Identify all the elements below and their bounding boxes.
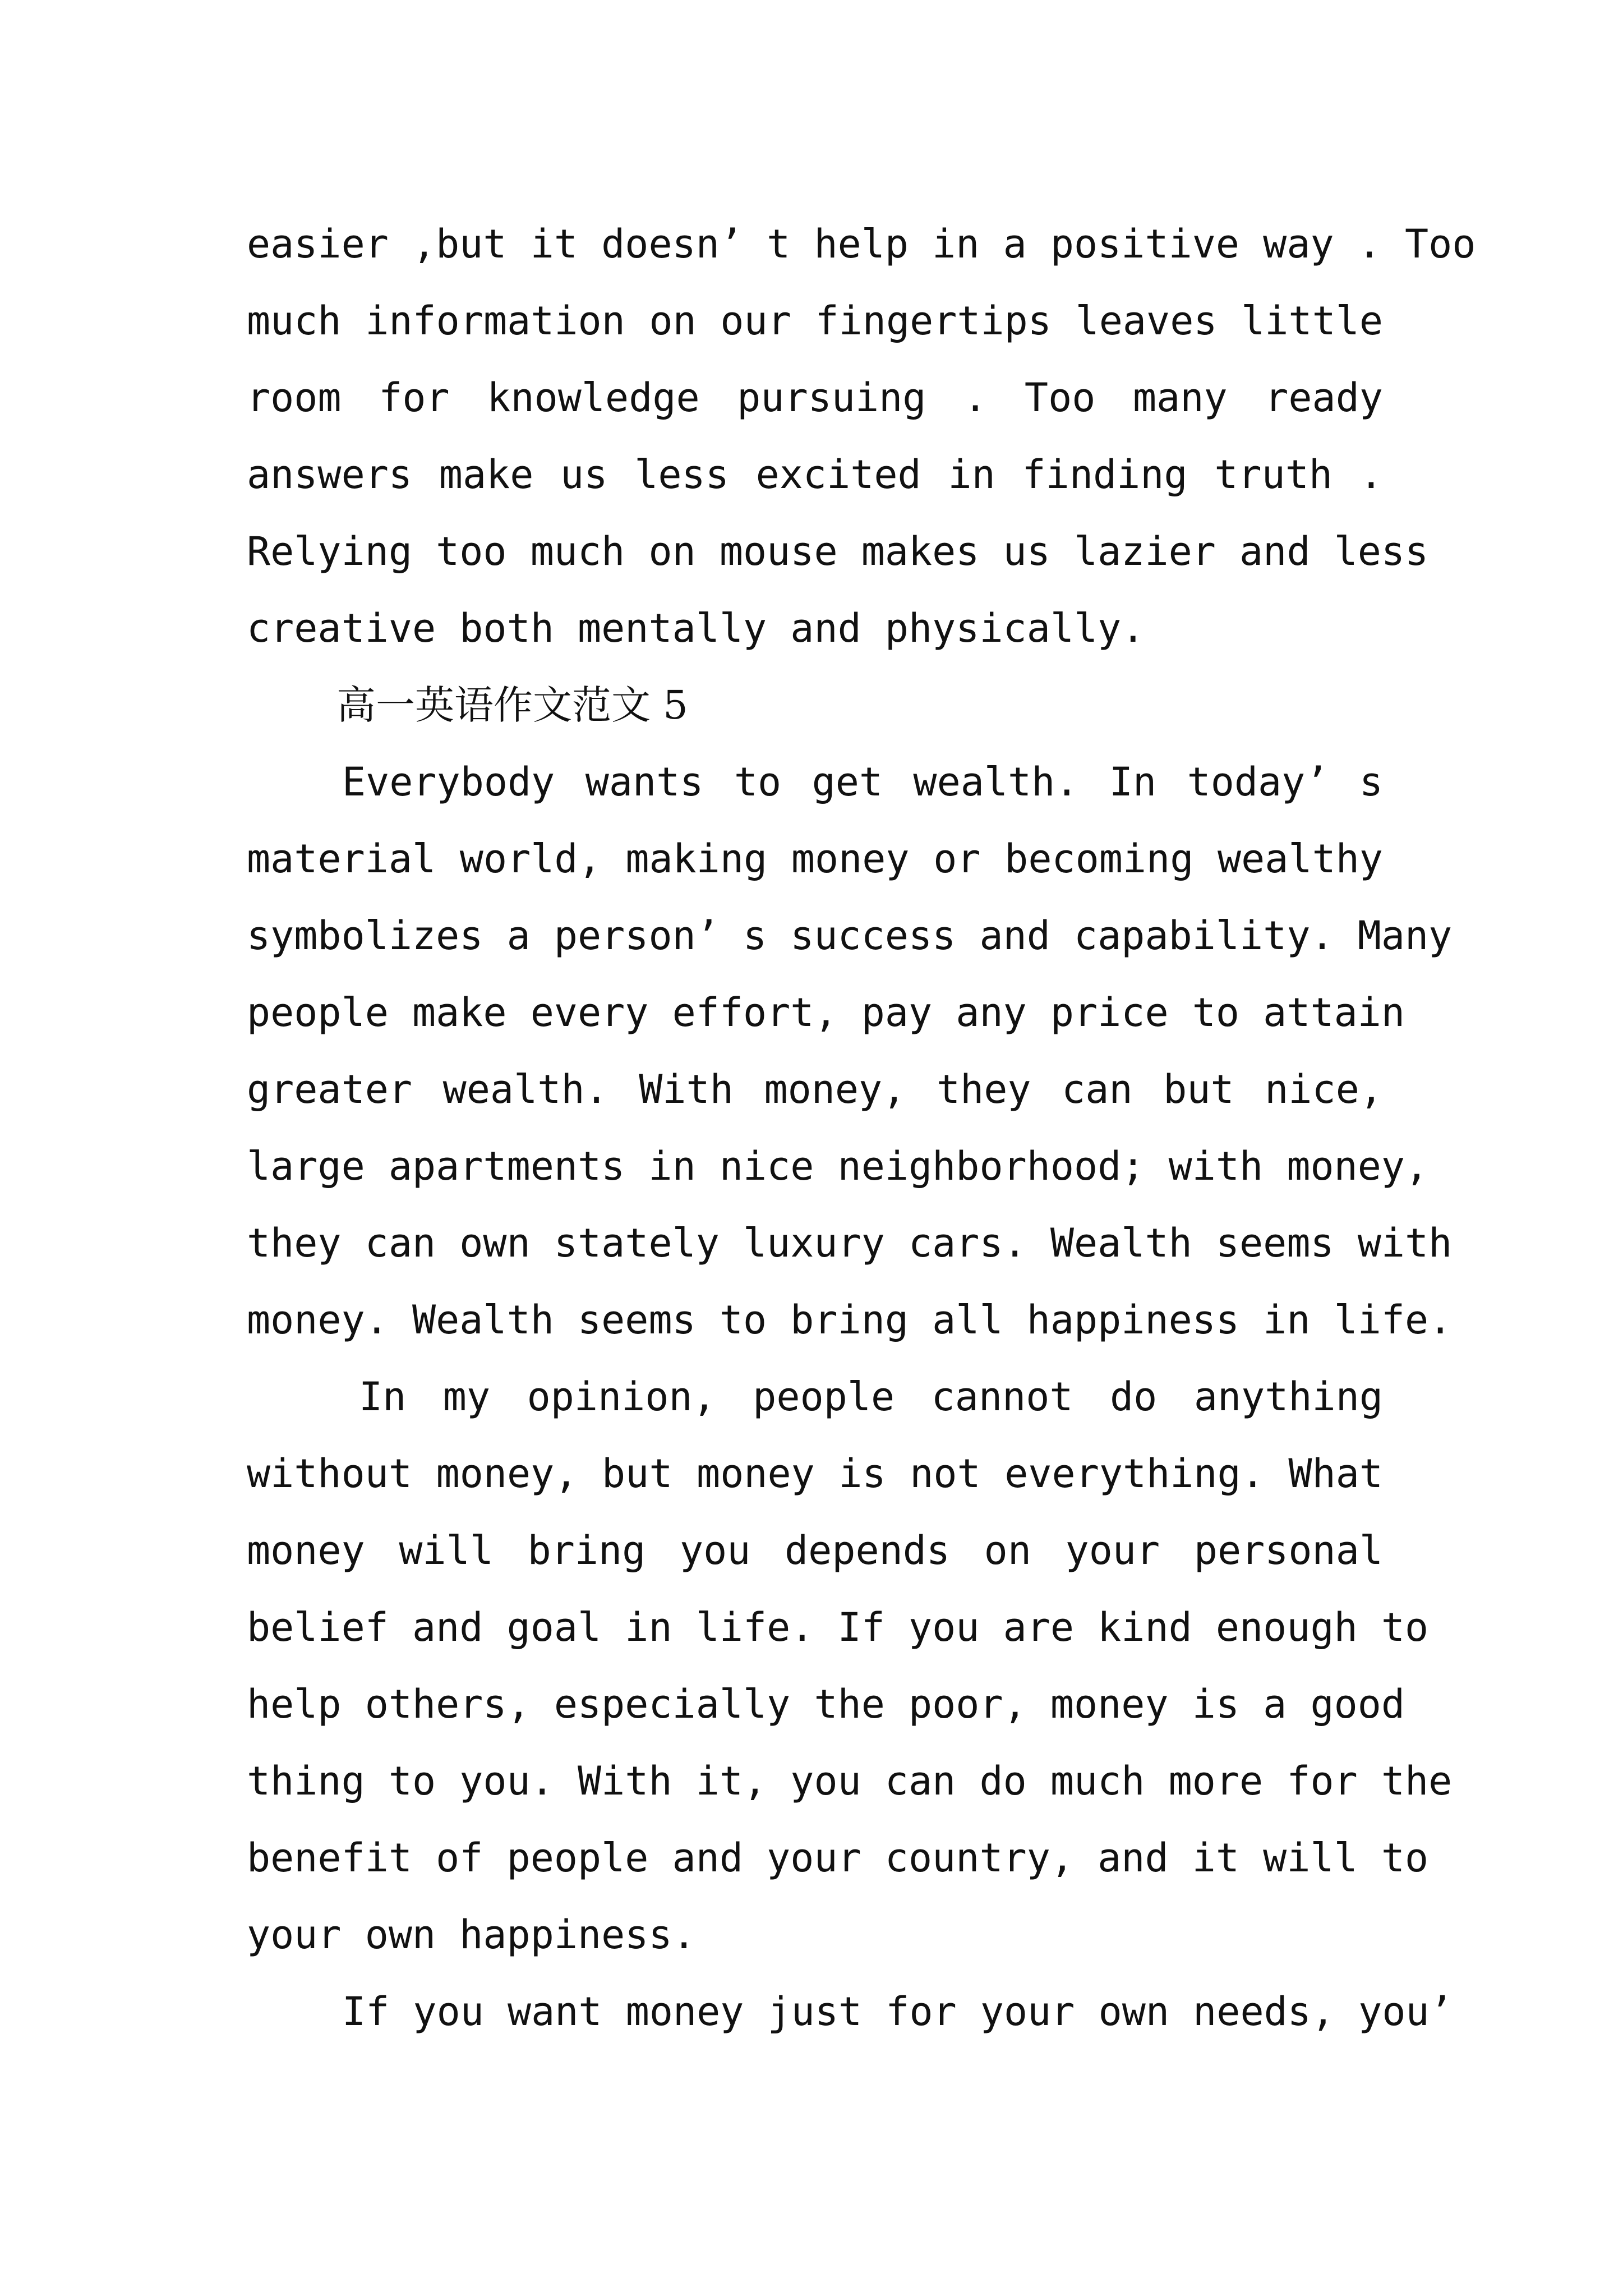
text-line: money. Wealth seems to bring all happiness in life. xyxy=(247,1297,1453,1343)
text-line: much information on our fingertips leaves little xyxy=(247,298,1383,344)
text-line: answers make us less excited in finding truth . xyxy=(247,452,1383,498)
text-line: If you want money just for your own needs, you’ xyxy=(342,1989,1453,2035)
text-line: money will bring you depends on your personal xyxy=(247,1527,1383,1573)
text-line: symbolizes a person’ s success and capability. Many xyxy=(247,913,1453,959)
text-line: greater wealth. With money, they can but nice, xyxy=(247,1066,1383,1112)
text-line: belief and goal in life. If you are kind enough to xyxy=(247,1604,1429,1650)
text-line: people make every effort, pay any price to attain xyxy=(247,990,1405,1036)
text-line: Everybody wants to get wealth. In today’ s xyxy=(342,759,1383,805)
text-line: In my opinion, people cannot do anything xyxy=(359,1374,1383,1420)
text-line: thing to you. With it, you can do much more for the xyxy=(247,1758,1453,1804)
text-line: benefit of people and your country, and it will to xyxy=(247,1835,1429,1881)
text-line: help others, especially the poor, money is a good xyxy=(247,1681,1405,1727)
text-line: without money, but money is not everything. What xyxy=(247,1451,1383,1497)
section-heading: 高一英语作文范文 5 xyxy=(336,682,688,728)
text-line: creative both mentally and physically. xyxy=(247,605,1145,651)
text-line: easier ,but it doesn’ t help in a positive way . Too xyxy=(247,221,1476,267)
text-line: they can own stately luxury cars. Wealth seems with xyxy=(247,1220,1453,1266)
text-line: Relying too much on mouse makes us lazier and less xyxy=(247,528,1429,574)
text-line: room for knowledge pursuing . Too many ready xyxy=(247,375,1383,421)
text-line: material world, making money or becoming wealthy xyxy=(247,836,1383,882)
text-line: your own happiness. xyxy=(247,1912,696,1958)
text-line: large apartments in nice neighborhood; with money, xyxy=(247,1143,1429,1189)
